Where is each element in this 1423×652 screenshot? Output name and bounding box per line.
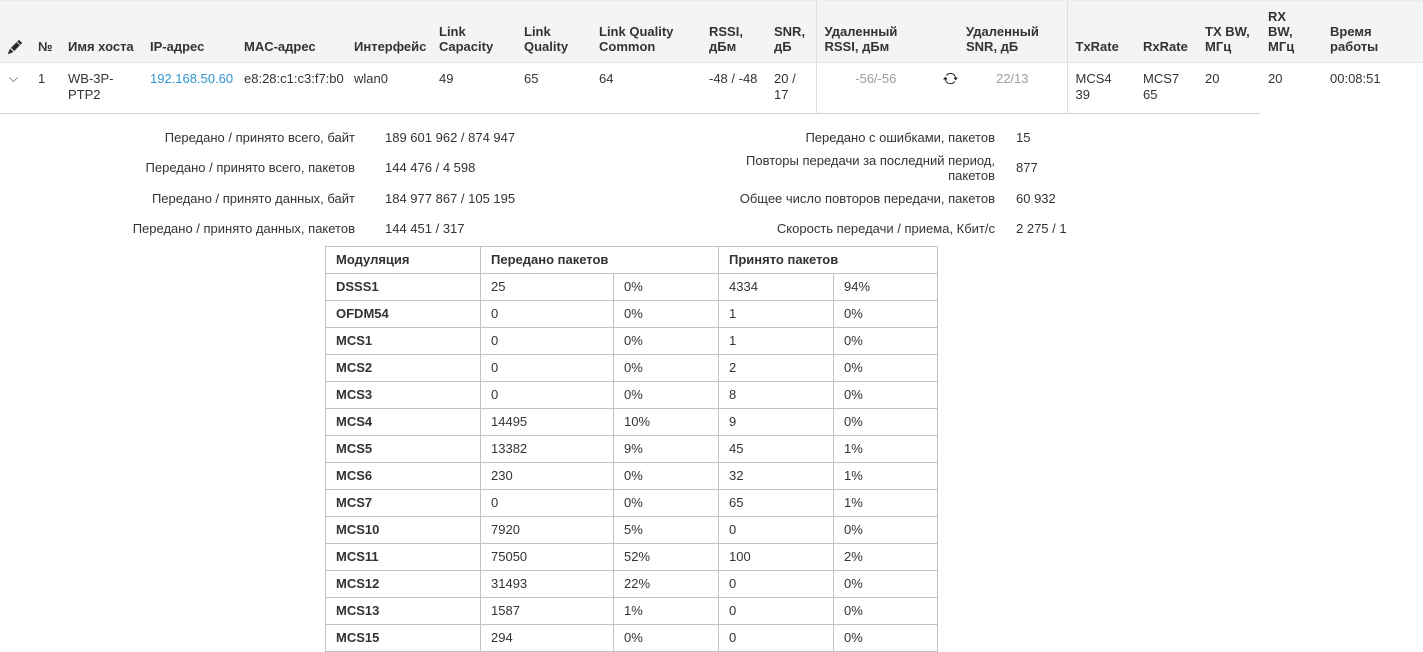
modulation-tx-percent: 9% [614, 436, 719, 463]
device-table-header-row [0, 1, 1423, 63]
modulation-rx-count: 0 [719, 598, 834, 625]
modulation-tx-count: 0 [481, 328, 614, 355]
modulation-rx-percent: 0% [834, 301, 938, 328]
traffic-statistics-right [700, 122, 1423, 244]
modulation-header-row [326, 247, 938, 274]
expand-toggle-cell[interactable] [0, 63, 30, 114]
stat-value: 144 451 / 317 [385, 221, 465, 237]
modulation-row [326, 382, 938, 409]
header-txrate: TxRate [1067, 1, 1135, 63]
modulation-rx-count: 0 [719, 571, 834, 598]
modulation-row [326, 490, 938, 517]
modulation-rx-percent: 1% [834, 436, 938, 463]
header-rx-bw: RX BW, МГц [1260, 1, 1322, 63]
cell-remote-rssi: -56/-56 [816, 63, 935, 114]
stat-value: 15 [1016, 129, 1031, 145]
modulation-rx-percent: 1% [834, 490, 938, 517]
modulation-name: MCS13 [326, 598, 481, 625]
cell-link-quality: 65 [516, 63, 591, 114]
modulation-tx-percent: 1% [614, 598, 719, 625]
stat-value: 2 275 / 1 [1016, 221, 1067, 237]
modulation-rx-count: 0 [719, 625, 834, 652]
modulation-tx-percent: 0% [614, 382, 719, 409]
modulation-tx-count: 294 [481, 625, 614, 652]
modulation-table [325, 246, 938, 652]
header-modulation: Модуляция [326, 247, 481, 274]
txrate-value: 39 [1075, 87, 1090, 102]
edit-column-header [0, 1, 30, 63]
refresh-icon[interactable] [943, 71, 958, 86]
chevron-down-icon[interactable] [8, 74, 19, 85]
cell-uptime: 00:08:51 [1330, 71, 1381, 86]
rxrate-mcs: MCS7 [1143, 71, 1180, 86]
modulation-row [326, 301, 938, 328]
stat-row [700, 214, 1423, 245]
modulation-name: DSSS1 [326, 274, 481, 301]
stat-label: Передано / принято данных, пакетов [132, 221, 355, 237]
stat-value: 877 [1016, 160, 1038, 176]
stat-label: Передано с ошибками, пакетов [805, 129, 995, 145]
modulation-name: OFDM54 [326, 301, 481, 328]
stat-value: 60 932 [1016, 190, 1056, 206]
modulation-rx-percent: 1% [834, 463, 938, 490]
modulation-name: MCS3 [326, 382, 481, 409]
modulation-tx-count: 31493 [481, 571, 614, 598]
modulation-tx-count: 0 [481, 490, 614, 517]
modulation-row [326, 517, 938, 544]
cell-ip [142, 63, 236, 114]
modulation-tx-count: 0 [481, 382, 614, 409]
modulation-name: MCS7 [326, 490, 481, 517]
modulation-tx-percent: 0% [614, 490, 719, 517]
cell-txrate [1067, 63, 1135, 114]
modulation-tx-count: 75050 [481, 544, 614, 571]
cell-refresh [935, 63, 958, 114]
modulation-row [326, 625, 938, 652]
modulation-rx-count: 100 [719, 544, 834, 571]
header-link-capacity: Link Capacity [431, 1, 516, 63]
modulation-tx-percent: 0% [614, 625, 719, 652]
modulation-tx-count: 0 [481, 301, 614, 328]
modulation-tx-count: 0 [481, 355, 614, 382]
traffic-statistics [0, 114, 1423, 244]
ip-address-link[interactable]: 192.168.50.60 [150, 71, 234, 86]
modulation-tx-percent: 0% [614, 463, 719, 490]
cell-link-quality-common: 64 [591, 63, 701, 114]
header-refresh-column [935, 1, 958, 63]
modulation-tx-count: 14495 [481, 409, 614, 436]
modulation-rx-count: 45 [719, 436, 834, 463]
modulation-tx-count: 13382 [481, 436, 614, 463]
modulation-name: MCS2 [326, 355, 481, 382]
modulation-tx-count: 1587 [481, 598, 614, 625]
header-ip: IP-адрес [142, 1, 236, 63]
stat-row [0, 214, 700, 245]
modulation-tx-percent: 5% [614, 517, 719, 544]
modulation-tx-count: 25 [481, 274, 614, 301]
header-uptime: Время работы [1322, 1, 1423, 63]
cell-rxrate [1135, 63, 1197, 114]
cell-num: 1 [30, 63, 60, 114]
modulation-rx-count: 1 [719, 301, 834, 328]
modulation-name: MCS6 [326, 463, 481, 490]
cell-tx-bw: 20 [1197, 63, 1260, 114]
modulation-rx-percent: 0% [834, 328, 938, 355]
header-mac: MAC-адрес [236, 1, 346, 63]
stat-label: Повторы передачи за последний период, пакетов [746, 152, 995, 183]
modulation-rx-count: 2 [719, 355, 834, 382]
stat-row [700, 122, 1423, 153]
modulation-rx-percent: 0% [834, 382, 938, 409]
modulation-tx-percent: 0% [614, 274, 719, 301]
pencil-icon [8, 40, 22, 54]
modulation-rx-count: 9 [719, 409, 834, 436]
cell-interface: wlan0 [346, 63, 431, 114]
modulation-rx-count: 1 [719, 328, 834, 355]
modulation-row [326, 328, 938, 355]
modulation-rx-percent: 0% [834, 598, 938, 625]
modulation-row [326, 571, 938, 598]
stat-row [0, 183, 700, 214]
modulation-rx-count: 4334 [719, 274, 834, 301]
modulation-tx-percent: 0% [614, 301, 719, 328]
txrate-mcs: MCS4 [1075, 71, 1112, 86]
cell-mac: e8:28:c1:c3:f7:b0 [236, 63, 346, 114]
header-remote-snr: Удаленный SNR, дБ [958, 1, 1067, 63]
header-rssi: RSSI, дБм [701, 1, 766, 63]
traffic-statistics-left [0, 122, 700, 244]
modulation-tx-percent: 0% [614, 328, 719, 355]
stat-row [700, 183, 1423, 214]
modulation-name: MCS4 [326, 409, 481, 436]
header-remote-rssi: Удаленный RSSI, дБм [816, 1, 935, 63]
header-rxrate: RxRate [1135, 1, 1197, 63]
modulation-rx-count: 8 [719, 382, 834, 409]
stat-value: 184 977 867 / 105 195 [385, 190, 516, 206]
modulation-row [326, 544, 938, 571]
stat-label: Общее число повторов передачи, пакетов [739, 190, 995, 206]
modulation-rx-count: 32 [719, 463, 834, 490]
header-snr: SNR, дБ [766, 1, 816, 63]
modulation-row [326, 598, 938, 625]
cell-hostname: WB-3P-PTP2 [60, 63, 142, 114]
header-tx-packets: Передано пакетов [481, 247, 719, 274]
modulation-tx-count: 230 [481, 463, 614, 490]
modulation-tx-percent: 0% [614, 355, 719, 382]
modulation-name: MCS12 [326, 571, 481, 598]
stat-row [700, 153, 1423, 184]
modulation-name: MCS10 [326, 517, 481, 544]
stat-label: Передано / принято всего, байт [164, 129, 355, 145]
modulation-row [326, 436, 938, 463]
modulation-rx-count: 0 [719, 517, 834, 544]
cell-rssi: -48 / -48 [701, 63, 766, 114]
modulation-row [326, 274, 938, 301]
modulation-rx-percent: 0% [834, 517, 938, 544]
modulation-row [326, 463, 938, 490]
device-table [0, 0, 1423, 114]
device-row [0, 63, 1423, 114]
header-link-quality: Link Quality [516, 1, 591, 63]
stat-label: Передано / принято всего, пакетов [145, 160, 355, 176]
stat-label: Скорость передачи / приема, Кбит/с [776, 221, 995, 237]
modulation-rx-percent: 2% [834, 544, 938, 571]
header-rx-packets: Принято пакетов [719, 247, 938, 274]
modulation-tx-percent: 22% [614, 571, 719, 598]
modulation-rx-percent: 94% [834, 274, 938, 301]
modulation-tx-percent: 52% [614, 544, 719, 571]
stat-label: Передано / принято данных, байт [151, 190, 355, 206]
modulation-name: MCS11 [326, 544, 481, 571]
modulation-rx-count: 65 [719, 490, 834, 517]
rxrate-value: 65 [1143, 87, 1158, 102]
cell-rx-bw: 20 [1268, 71, 1283, 86]
modulation-row [326, 355, 938, 382]
cell-link-capacity: 49 [431, 63, 516, 114]
stat-row [0, 153, 700, 184]
modulation-tx-count: 7920 [481, 517, 614, 544]
modulation-row [326, 409, 938, 436]
stat-row [0, 122, 700, 153]
header-num: № [30, 1, 60, 63]
modulation-rx-percent: 0% [834, 625, 938, 652]
modulation-rx-percent: 0% [834, 571, 938, 598]
modulation-name: MCS15 [326, 625, 481, 652]
header-hostname: Имя хоста [60, 1, 142, 63]
modulation-name: MCS1 [326, 328, 481, 355]
modulation-tx-percent: 10% [614, 409, 719, 436]
modulation-rx-percent: 0% [834, 355, 938, 382]
header-link-quality-common: Link Quality Common [591, 1, 701, 63]
modulation-rx-percent: 0% [834, 409, 938, 436]
cell-remote-snr: 22/13 [958, 63, 1067, 114]
stat-value: 144 476 / 4 598 [385, 160, 476, 176]
modulation-name: MCS5 [326, 436, 481, 463]
stat-value: 189 601 962 / 874 947 [385, 129, 516, 145]
cell-snr: 20 / 17 [766, 63, 816, 114]
header-interface: Интерфейс [346, 1, 431, 63]
header-tx-bw: TX BW, МГц [1197, 1, 1260, 63]
